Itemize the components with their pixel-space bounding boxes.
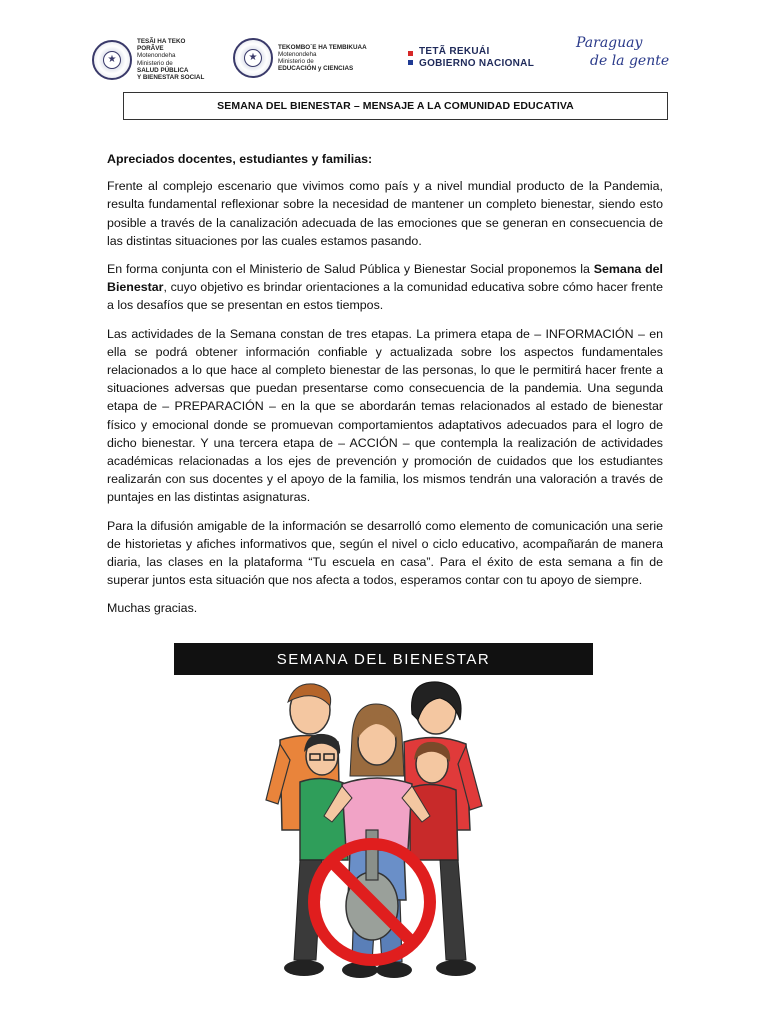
- greeting: Apreciados docentes, estudiantes y familias:: [107, 152, 373, 166]
- paragraph-2-bold: Semana del Bienestar: [107, 262, 663, 295]
- paragraph-2-text: , cuyo objetivo es brindar orientaciones a la comunidad educativa sobre cómo hacer frente a los desafíos que se presentan en estos tiempos.: [107, 280, 663, 313]
- logo-educacion: [233, 38, 367, 78]
- national-seal-icon: ★: [92, 40, 132, 80]
- banner: [174, 643, 593, 675]
- students-illustration: [260, 680, 500, 990]
- logo3-line: TETÃ REKUÁI: [419, 46, 490, 57]
- closing: Muchas gracias.: [107, 601, 198, 616]
- paragraph-2: [107, 260, 663, 315]
- paragraph-2-text: En forma conjunta con el Ministerio de Salud Pública y Bienestar Social proponemos la: [107, 262, 594, 277]
- letter-body: [107, 150, 663, 628]
- logo-salud-publica: [92, 38, 204, 81]
- logo1-line: TESÃI HA TEKO: [137, 38, 186, 45]
- flag-bars-icon: [408, 51, 413, 65]
- national-seal-icon: ★: [233, 38, 273, 78]
- logo2-line: TEKOMBO´E HA TEMBIKUAA: [278, 43, 367, 51]
- logo2-line: EDUCACIÓN y CIENCIAS: [278, 65, 354, 73]
- logo1-line: Motenondeha: [137, 52, 176, 60]
- logo3-line: GOBIERNO NACIONAL: [419, 58, 535, 69]
- logo4-line: de la gente: [590, 53, 670, 69]
- logo1-line: Ministerio de: [137, 59, 173, 67]
- logo1-line: PORÃVE: [137, 45, 164, 53]
- header-logos: [88, 30, 688, 88]
- paragraph-4: Para la difusión amigable de la información se desarrolló como elemento de comunicación una serie de historietas y afiches informativos que, según el nivel o ciclo educativo, acompañarán de manera diaria, las clases en la plataforma “Tu escuela en casa”. Para el éxito de esta semana a fin de superar juntos esta situación que nos afecta a todos, esperamos contar con tu apoyo de siempre.: [107, 518, 663, 588]
- paragraph-1: Frente al complejo escenario que vivimos como país y a nivel mundial producto de la Pandemia, resulta fundamental reflexionar sobre la necesidad de mantener un completo bienestar, siendo esto posible a través de la canalización adecuada de las emociones que se generan en consecuencia de las distintas situaciones por las cuales estamos pasando.: [107, 179, 663, 248]
- logo2-line: Motenondeha: [278, 50, 317, 58]
- logo1-line: SALUD PÚBLICA: [137, 66, 189, 74]
- document-title: SEMANA DEL BIENESTAR – MENSAJE A LA COMUNIDAD EDUCATIVA: [217, 100, 574, 112]
- logo-gobierno-nacional: [408, 46, 534, 70]
- logo-paraguay-de-la-gente: [576, 34, 669, 70]
- document-title-box: [123, 92, 668, 120]
- logo1-line: Y BIENESTAR SOCIAL: [137, 74, 205, 82]
- logo4-line: Paraguay: [576, 35, 643, 51]
- logo2-line: Ministerio de: [278, 58, 314, 65]
- banner-title: SEMANA DEL BIENESTAR: [276, 650, 491, 668]
- paragraph-3: Las actividades de la Semana constan de tres etapas. La primera etapa de – INFORMACIÓN – en ella se podrá obtener información confiable y actualizada sobre los aspectos fundamentales relacionados a lo que hace al completo bienestar de las personas, lo que le permitirá hacer frente a situaciones adversas que puedan presentarse como consecuencia de la pandemia. Una segunda etapa de – PREPARACIÓN – en la que se abordarán temas relacionados al estado de bienestar físico y emocional donde se promuevan comportamientos adaptativos adecuados para el logro de dicho bienestar. Y una tercera etapa de – ACCIÓN – que contempla la realización de actividades académicas relacionadas a los ejes de prevención y promoción de cuidados que los estudiantes realizarán con sus docentes y el apoyo de la familia, los mismos tendrán una valoración a través de puntajes en las distintas asignaturas.: [107, 326, 663, 505]
